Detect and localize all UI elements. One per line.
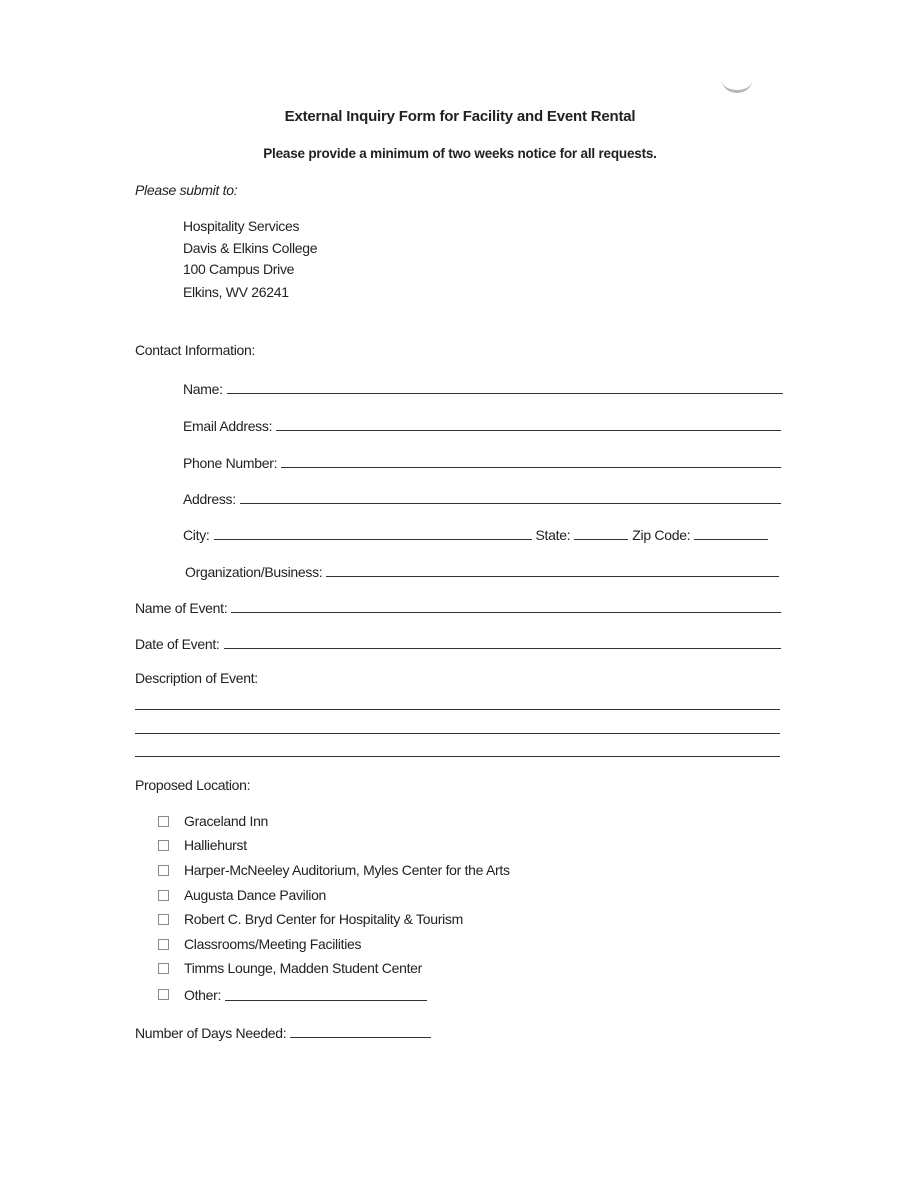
form-title: External Inquiry Form for Facility and Event Rental <box>284 108 636 125</box>
notice-text: Please provide a minimum of two weeks notice for all requests. <box>263 146 657 161</box>
description-label: Description of Event: <box>135 670 258 686</box>
address-input-line[interactable] <box>240 502 781 504</box>
location-option[interactable] <box>158 813 268 829</box>
days-needed-field[interactable] <box>135 1021 431 1041</box>
state-line[interactable] <box>574 538 628 540</box>
name-line[interactable] <box>227 392 783 394</box>
event-name-field[interactable] <box>135 596 781 616</box>
address-line: 100 Campus Drive <box>183 261 295 277</box>
event-date-line[interactable] <box>224 647 781 649</box>
description-line[interactable] <box>135 733 780 734</box>
checkbox-icon[interactable] <box>158 939 169 950</box>
email-line[interactable] <box>276 429 781 431</box>
location-option-label: Robert C. Bryd Center for Hospitality & Tourism <box>184 911 463 927</box>
city-label: City: <box>183 527 210 543</box>
location-option-label: Augusta Dance Pavilion <box>184 887 327 903</box>
location-option-label: Timms Lounge, Madden Student Center <box>184 960 423 976</box>
checkbox-icon[interactable] <box>158 816 169 827</box>
event-name-line[interactable] <box>231 611 781 613</box>
location-option[interactable] <box>158 837 247 853</box>
location-option-label: Halliehurst <box>184 837 247 853</box>
organization-line[interactable] <box>326 575 779 577</box>
address-field[interactable] <box>183 487 781 507</box>
description-line[interactable] <box>135 709 780 710</box>
email-field[interactable] <box>183 414 781 434</box>
organization-field[interactable] <box>185 560 779 580</box>
days-needed-label: Number of Days Needed: <box>135 1025 287 1041</box>
submit-label: Please submit to: <box>135 182 238 198</box>
other-line[interactable] <box>225 999 427 1001</box>
location-option-label: Harper-McNeeley Auditorium, Myles Center for the Arts <box>184 862 510 878</box>
checkbox-icon[interactable] <box>158 840 169 851</box>
location-option[interactable] <box>158 936 361 952</box>
checkbox-icon[interactable] <box>158 890 169 901</box>
location-option-label: Other: <box>184 986 222 1003</box>
organization-label: Organization/Business: <box>185 564 323 580</box>
location-heading: Proposed Location: <box>135 777 251 793</box>
location-option-other[interactable] <box>158 985 431 1004</box>
description-line[interactable] <box>135 756 780 757</box>
location-option[interactable] <box>158 862 510 878</box>
checkbox-icon[interactable] <box>158 865 169 876</box>
page-curl-mark <box>722 68 752 93</box>
zip-line[interactable] <box>694 538 768 540</box>
state-label: State: <box>535 527 571 543</box>
event-date-field[interactable] <box>135 632 781 652</box>
city-line[interactable] <box>214 538 532 540</box>
checkbox-icon[interactable] <box>158 914 169 925</box>
event-date-label: Date of Event: <box>135 636 220 652</box>
phone-line[interactable] <box>281 466 781 468</box>
phone-field[interactable] <box>183 451 781 471</box>
address-line: Hospitality Services <box>183 218 300 234</box>
city-state-zip-row <box>183 523 783 543</box>
phone-label: Phone Number: <box>183 455 278 471</box>
location-option-label: Graceland Inn <box>184 813 269 829</box>
location-option[interactable] <box>158 887 326 903</box>
days-needed-line[interactable] <box>290 1036 431 1038</box>
name-label: Name: <box>183 381 223 397</box>
address-label: Address: <box>183 491 236 507</box>
zip-label: Zip Code: <box>632 527 691 543</box>
address-line: Elkins, WV 26241 <box>183 284 289 300</box>
checkbox-icon[interactable] <box>158 989 169 1000</box>
checkbox-icon[interactable] <box>158 963 169 974</box>
location-option[interactable] <box>158 911 463 927</box>
email-label: Email Address: <box>183 418 273 434</box>
location-option[interactable] <box>158 960 422 976</box>
location-option-label: Classrooms/Meeting Facilities <box>184 936 362 952</box>
name-field[interactable] <box>183 377 783 397</box>
contact-heading: Contact Information: <box>135 342 256 358</box>
event-name-label: Name of Event: <box>135 600 228 616</box>
address-line: Davis & Elkins College <box>183 240 318 256</box>
